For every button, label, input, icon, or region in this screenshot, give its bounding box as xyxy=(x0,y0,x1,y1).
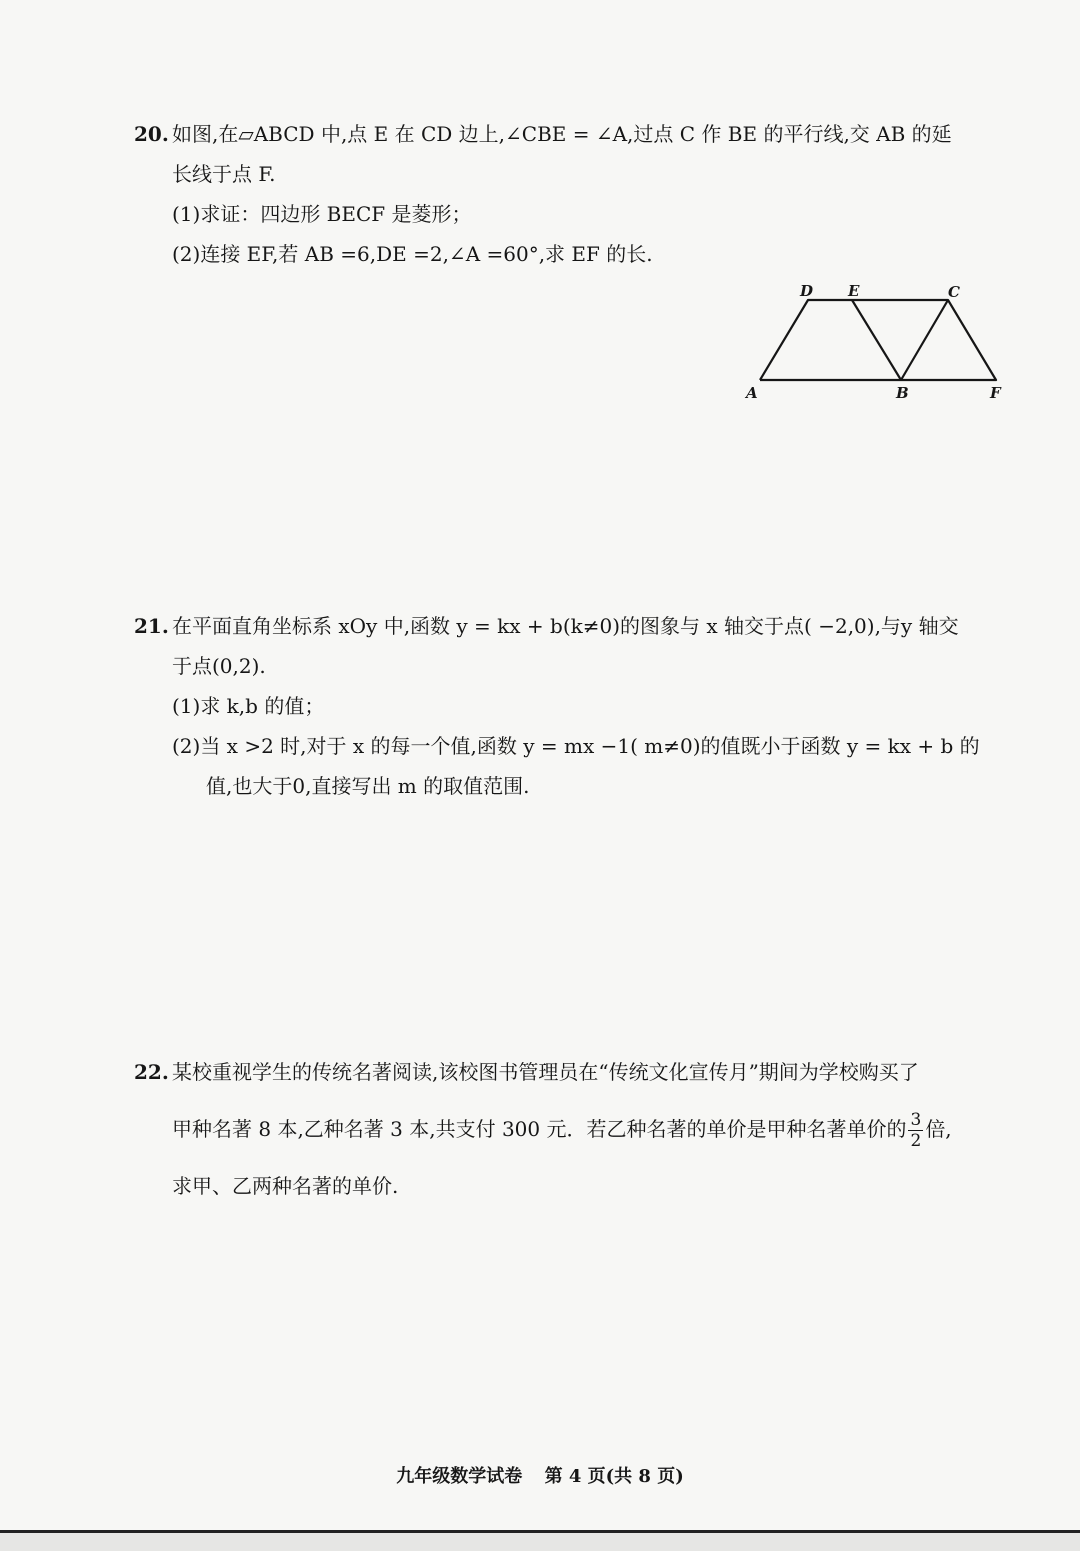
question-part-2: (2)连接 EF,若 AB =6,DE =2,∠A =60°,求 EF 的长. xyxy=(172,242,653,266)
label-E: E xyxy=(848,282,860,300)
question-20 xyxy=(134,114,1014,274)
segment-EB xyxy=(852,300,901,380)
question-text-last: 求甲、乙两种名著的单价. xyxy=(172,1174,399,1198)
page-footer xyxy=(0,1462,1080,1488)
parallelogram-figure xyxy=(740,276,1020,406)
question-part-1: (1)求 k,b 的值； xyxy=(172,694,325,718)
question-number: 22. xyxy=(134,1060,169,1084)
label-B: B xyxy=(896,384,909,402)
label-D: D xyxy=(800,282,814,300)
question-text-cont-end: 倍, xyxy=(925,1117,952,1141)
question-text-cont: 甲种名著 8 本,乙种名著 3 本,共支付 300 元．若乙种名著的单价是甲种名著单价的 xyxy=(172,1117,907,1141)
question-number: 20. xyxy=(134,122,169,146)
footer-title: 九年级数学试卷 xyxy=(396,1466,523,1487)
label-C: C xyxy=(948,283,960,301)
fraction-denominator: 2 xyxy=(910,1131,922,1151)
footer-page-number: 第 4 页(共 8 页) xyxy=(544,1466,684,1487)
question-text-cont: 长线于点 F. xyxy=(172,162,276,186)
question-22 xyxy=(134,1052,1014,1206)
question-text: 如图,在▱ABCD 中,点 E 在 CD 边上,∠CBE = ∠A,过点 C 作 BE 的平行线,交 AB 的延 xyxy=(172,122,952,146)
question-part-2: (2)当 x >2 时,对于 x 的每一个值,函数 y = mx −1( m≠0)的值既小于函数 y = kx + b 的 xyxy=(172,734,980,758)
question-part-1: (1)求证：四边形 BECF 是菱形； xyxy=(172,202,472,226)
label-F: F xyxy=(990,384,1001,402)
fraction-numerator: 3 xyxy=(910,1110,922,1130)
question-number: 21. xyxy=(134,614,169,638)
question-text: 在平面直角坐标系 xOy 中,函数 y = kx + b(k≠0)的图象与 x 轴交于点( −2,0),与y 轴交 xyxy=(172,614,959,638)
figure-outline xyxy=(760,300,996,380)
label-A: A xyxy=(746,384,758,402)
question-text: 某校重视学生的传统名著阅读,该校图书管理员在“传统文化宣传月”期间为学校购买了 xyxy=(172,1060,919,1084)
question-part-2-cont: 值,也大于0,直接写出 m 的取值范围. xyxy=(206,774,530,798)
question-text-cont: 于点(0,2). xyxy=(172,654,266,678)
segment-BC xyxy=(901,300,948,380)
fraction xyxy=(908,1110,923,1151)
question-21 xyxy=(134,606,1014,806)
